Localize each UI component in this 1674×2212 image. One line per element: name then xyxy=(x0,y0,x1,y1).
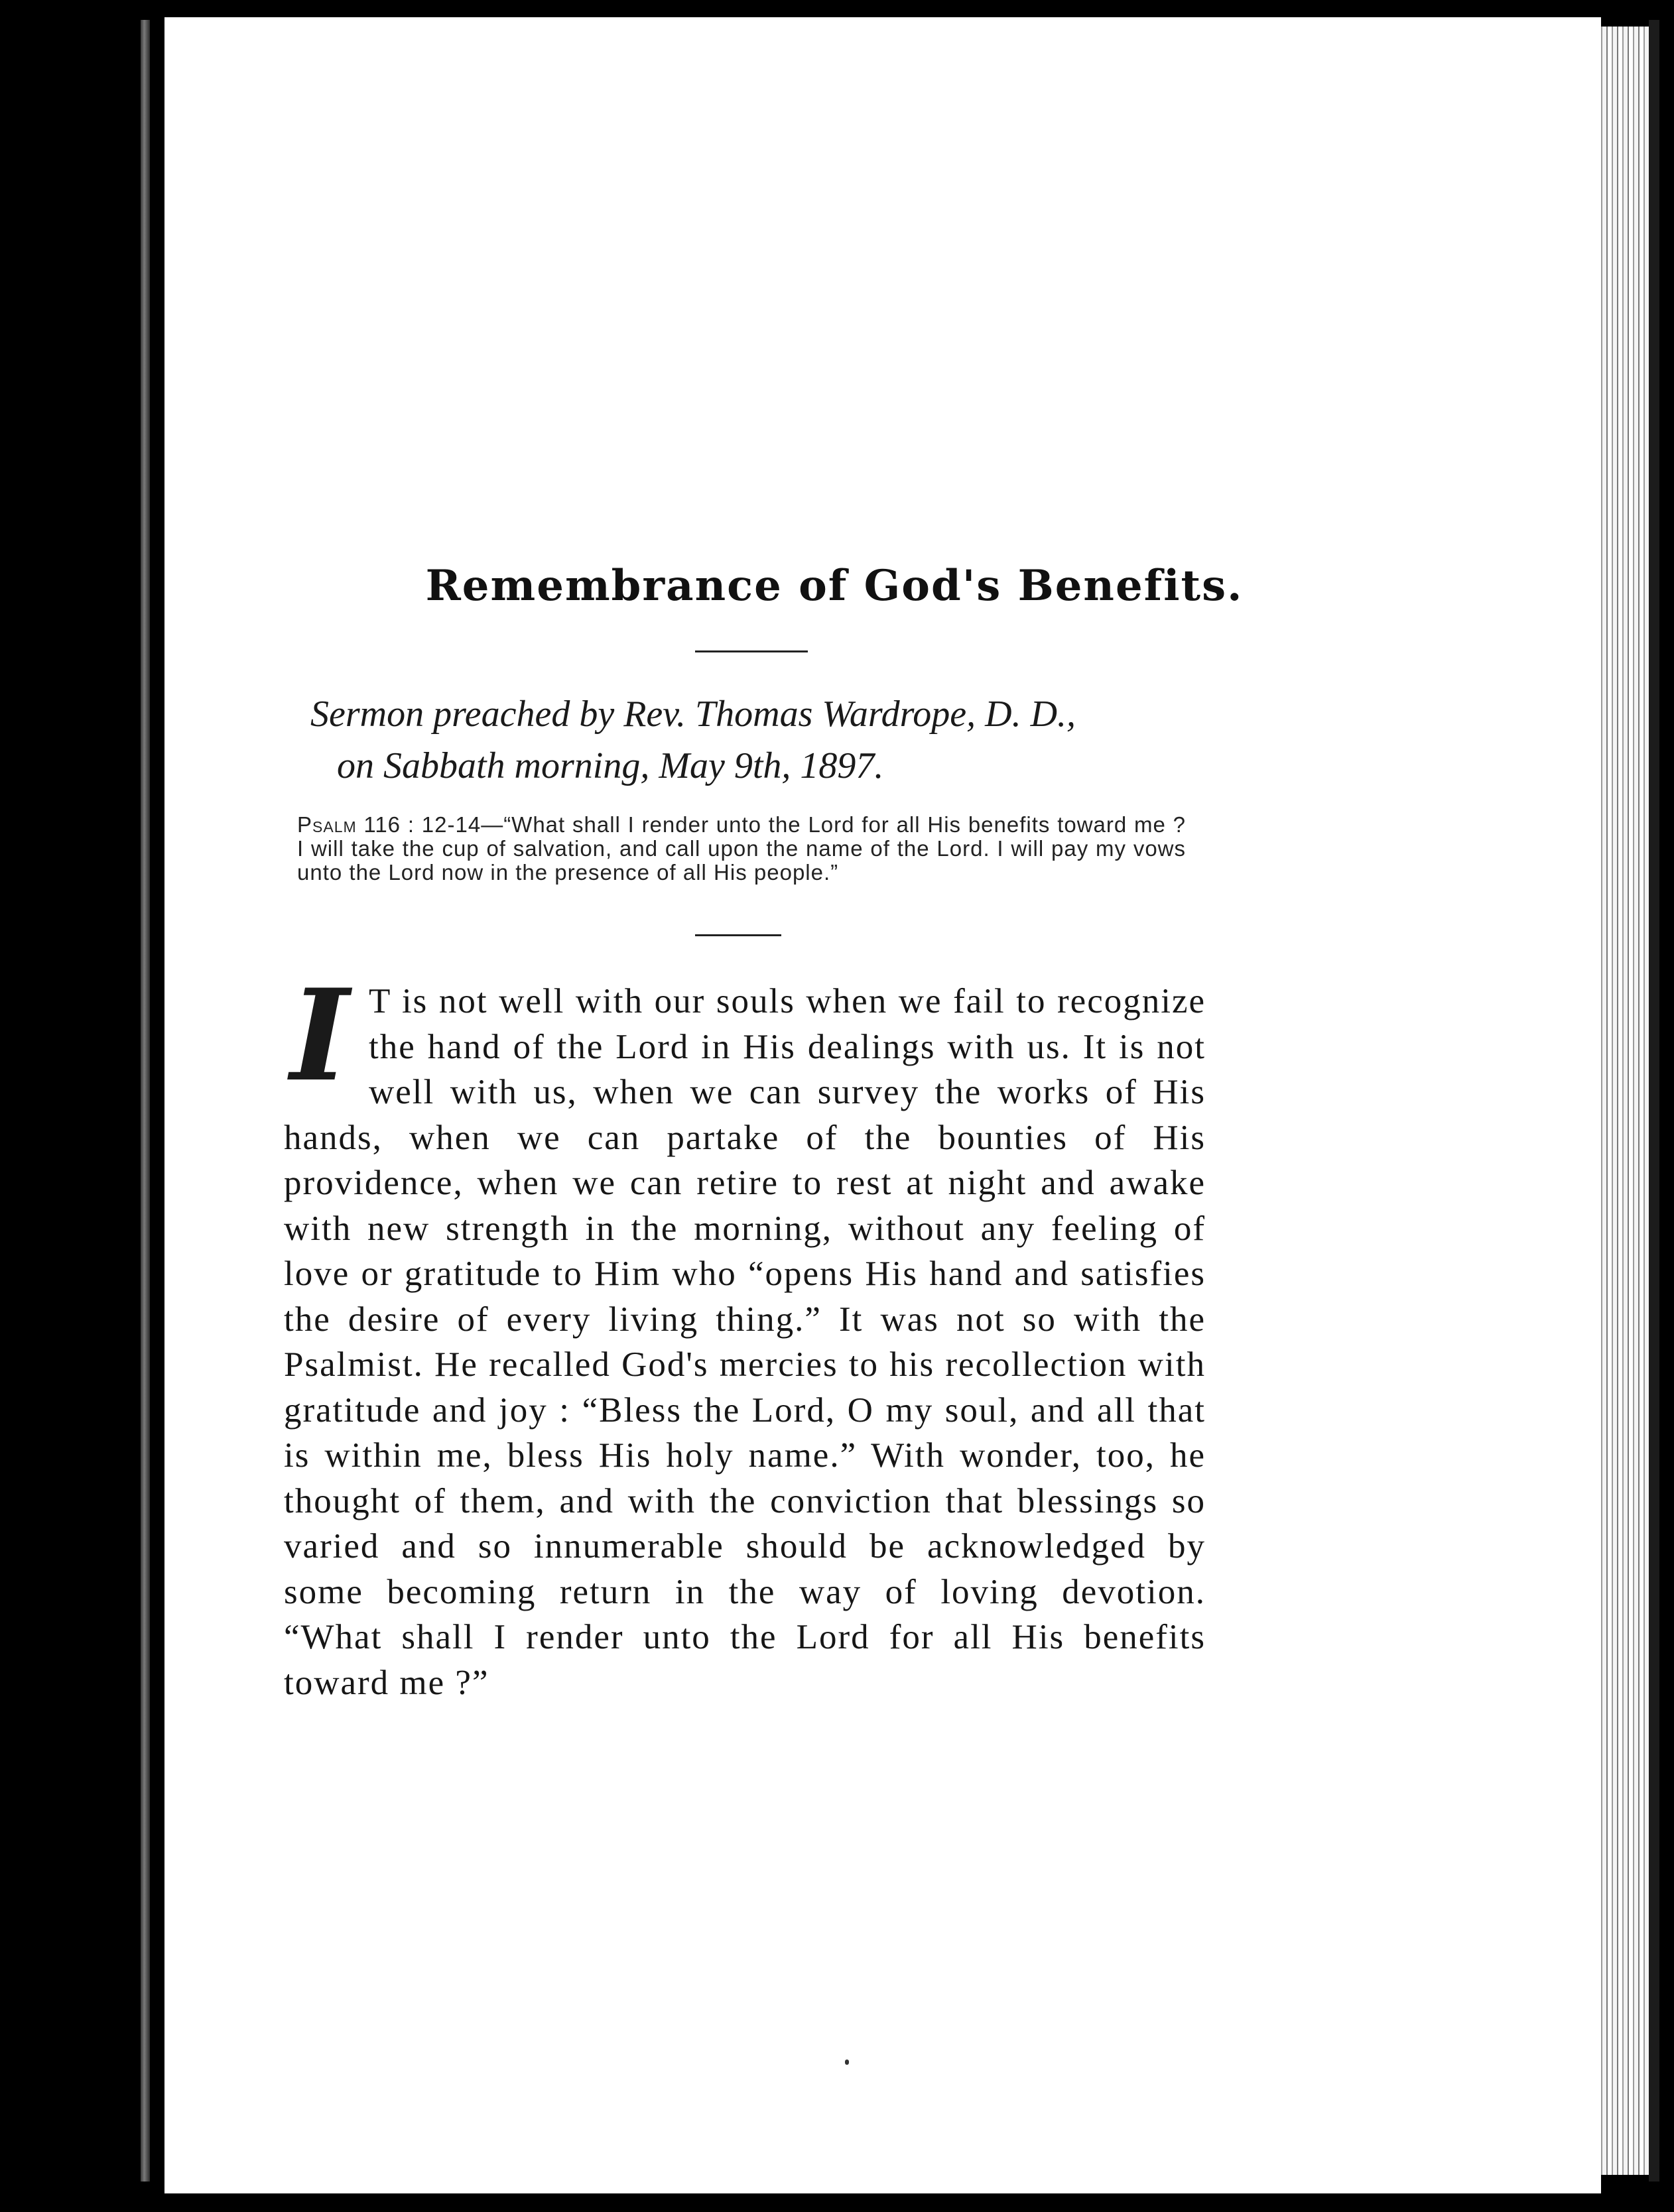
sermon-body xyxy=(284,961,1206,1705)
left-page-edge xyxy=(141,20,150,2181)
sermon-byline xyxy=(297,688,1372,792)
byline-line-1: Sermon preached by Rev. Thomas Wardrope, D. D., xyxy=(310,694,1076,735)
page-mark xyxy=(845,2059,849,2065)
scripture-epigraph xyxy=(297,813,1186,885)
book-page xyxy=(164,17,1601,2193)
sermon-title: Remembrance of God's Benefits. xyxy=(425,561,1244,611)
sermon-body-text: T is not well with our souls when we fail to recognize the hand of the Lord in His dealings with us. It is not well with us, when we can survey the works of His hands, when we can partake of the bounties of His providence, when we can retire to rest at night and awake with new strength in the morning, without any feeling of love or gratitude to Him who “opens His hand and satisfies the desire of every living thing.” It was not so with the Psalmist. He recalled God's mercies to his recollection with gratitude and joy : “Bless the Lord, O my soul, and all that is within me, bless His holy name.” With wonder, too, he thought of them, and with the conviction that blessings so varied and so innumerable should be acknowledged by some becoming return in the way of loving devotion. “What shall I render unto the Lord for all His benefits toward me ?” xyxy=(284,982,1206,1702)
byline-line-2: on Sabbath morning, May 9th, 1897. xyxy=(337,745,884,786)
title-divider xyxy=(695,650,808,652)
scripture-text: —“What shall I render unto the Lord for all His benefits toward me ? I will take the cup of salvation, and call upon the name of the Lord. I will pay my vows unto the Lord now in the presence of all His people.” xyxy=(297,812,1187,885)
scripture-reference: Psalm 116 : 12-14 xyxy=(297,812,482,837)
page-content xyxy=(164,17,1601,2193)
right-page-edges xyxy=(1597,27,1650,2175)
epigraph-divider xyxy=(695,934,781,936)
right-page-shadow xyxy=(1649,20,1659,2181)
drop-cap-letter: I xyxy=(290,961,351,1109)
